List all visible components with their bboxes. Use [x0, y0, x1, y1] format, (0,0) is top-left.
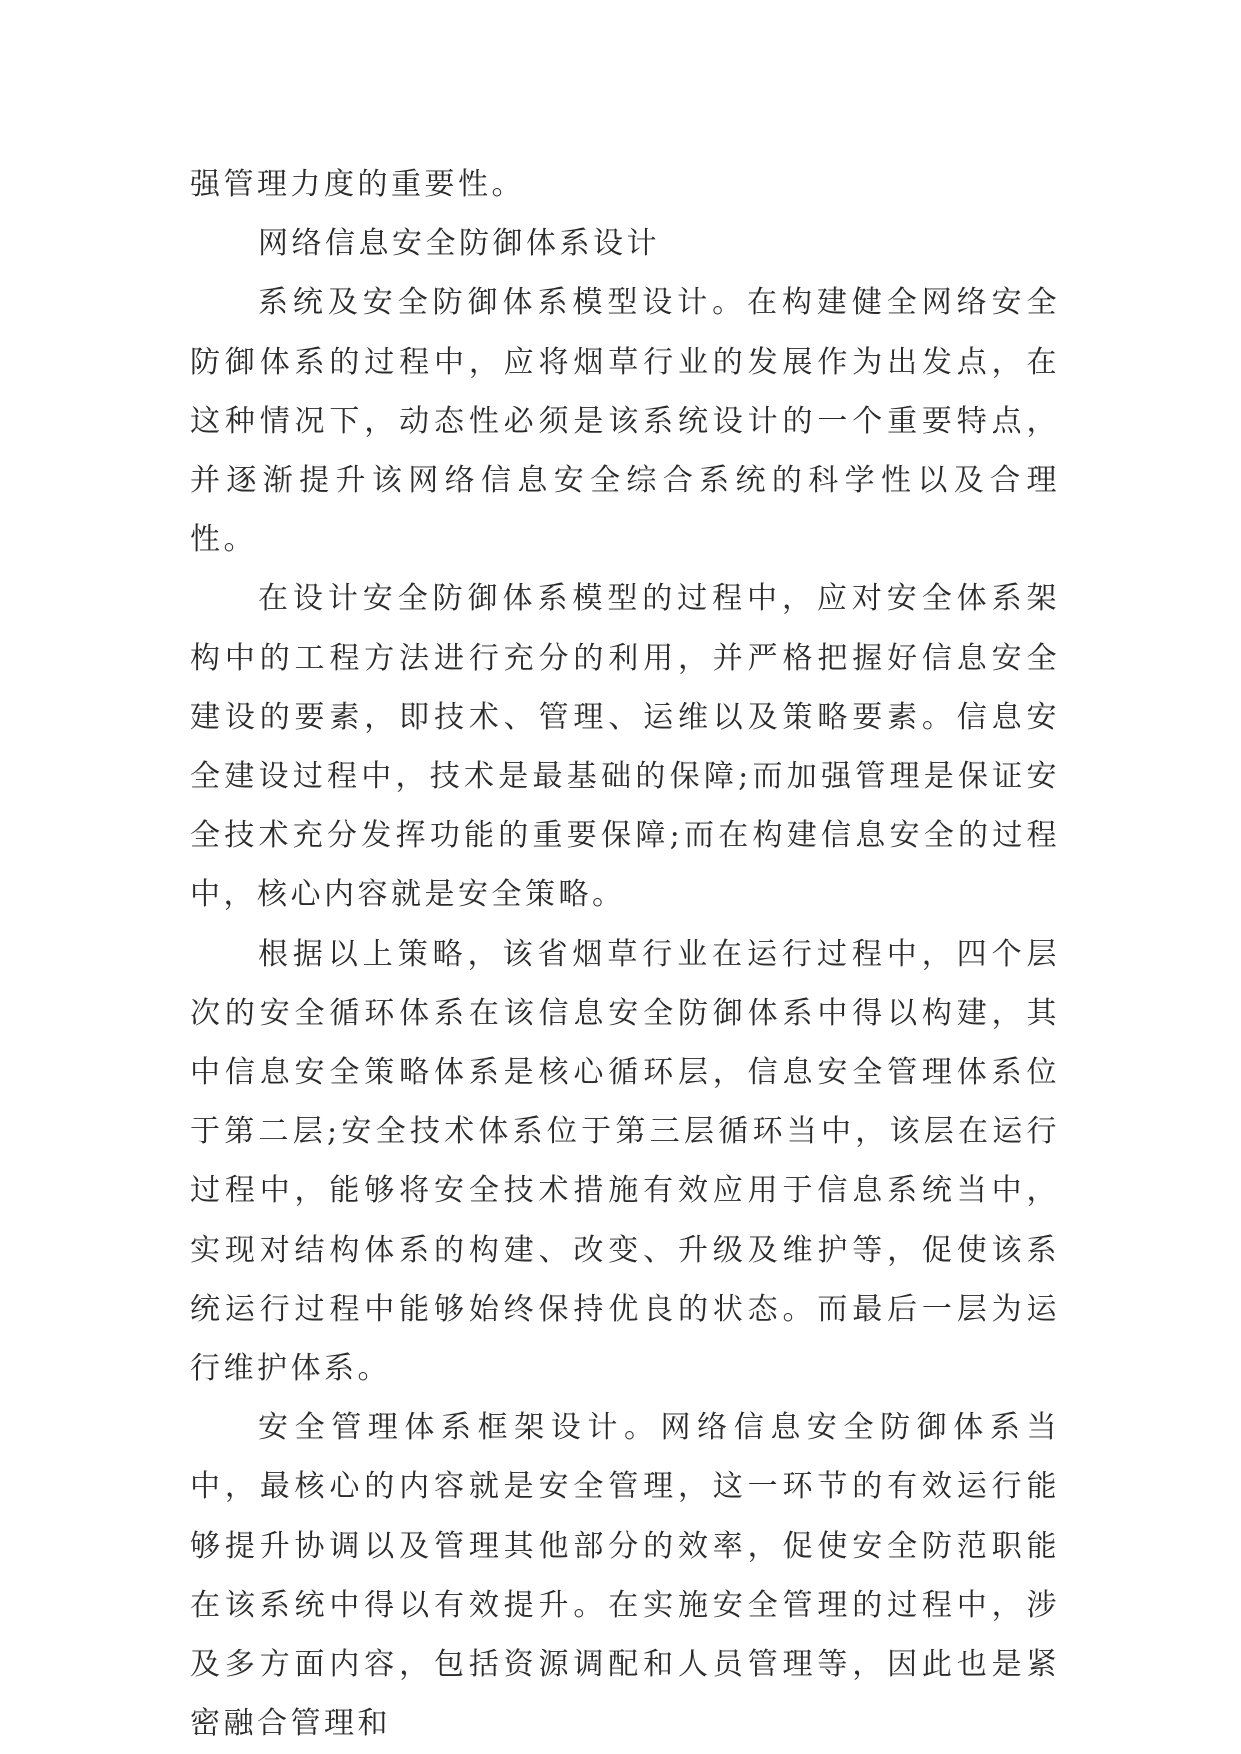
paragraph-model-design: 系统及安全防御体系模型设计。在构建健全网络安全防御体系的过程中，应将烟草行业的发展作为出发点，在这种情况下，动态性必须是该系统设计的一个重要特点，并逐渐提升该网络信息安全综合系统的科学性以及合理性。: [190, 285, 1060, 558]
paragraph-continued: 强管理力度的重要性。: [190, 167, 525, 202]
paragraph-management-framework: 安全管理体系框架设计。网络信息安全防御体系当中，最核心的内容就是安全管理，这一环节的有效运行能够提升协调以及管理其他部分的效率，促使安全防范职能在该系统中得以有效提升。在实施安全管理的过程中，涉及多方面内容，包括资源调配和人员管理等，因此也是紧密融合管理和: [190, 1410, 1060, 1742]
body-text: [190, 155, 1060, 1753]
paragraph-design-elements: 在设计安全防御体系模型的过程中，应对安全体系架构中的工程方法进行充分的利用，并严格把握好信息安全建设的要素，即技术、管理、运维以及策略要素。信息安全建设过程中，技术是最基础的保障;而加强管理是保证安全技术充分发挥功能的重要保障;而在构建信息安全的过程中，核心内容就是安全策略。: [190, 581, 1060, 913]
paragraph-four-layers: 根据以上策略，该省烟草行业在运行过程中，四个层次的安全循环体系在该信息安全防御体系中得以构建，其中信息安全策略体系是核心循环层，信息安全管理体系位于第二层;安全技术体系位于第三层循环当中，该层在运行过程中，能够将安全技术措施有效应用于信息系统当中，实现对结构体系的构建、改变、升级及维护等，促使该系统运行过程中能够始终保持优良的状态。而最后一层为运行维护体系。: [190, 936, 1060, 1387]
section-heading: 网络信息安全防御体系设计: [258, 226, 660, 262]
